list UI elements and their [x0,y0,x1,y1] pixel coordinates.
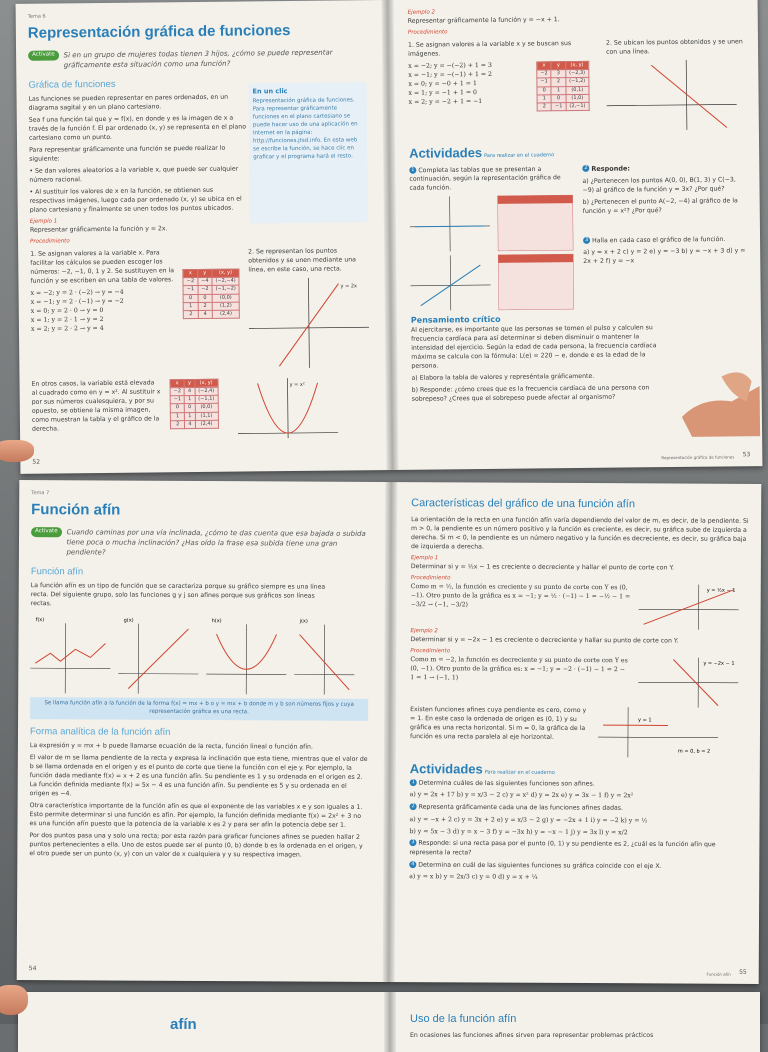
question-items: a) y = 2x + 17 b) y = x/3 − 2 c) y = x² d) y = 2x e) y = 3x − 1 f) y = 2x² [410,791,748,802]
table-cell: (2,−1) [566,103,589,111]
table-cell: 2 [551,78,565,86]
body-text: Existen funciones afines cuya pendiente es cero, como y = 1. En este caso la ordenada de origen es (0, 1) y su gráfica es una recta horizontal. Si m = 0, la gráfica de la función es una recta paralela al eje horizontal. [410,706,590,754]
table-cell: (−1,−2) [212,285,239,294]
page-55 [397,482,762,984]
question-bullet: 3 [409,840,416,847]
table-cell: −4 [198,277,212,285]
intro-question: Si en un grupo de mujeres todas tienen 3 hijos, ¿cómo se puede representar gráficamente esta situación como una función? [64,47,367,70]
table-row [170,412,218,421]
note-text: En otros casos, la variable está elevada al cuadrado como en y = x². Al sustituir x por sus números cualesquiera, y por su opuesto, se obtiene la misma imagen, como muestran la tabla y el gráfico de la derecha. [32,379,163,437]
example-solution: Como m = −2, la función es decreciente y su punto de corte con Y es (0, −1). Otro punto de la gráfica es: x = −1; y = −2 · (−1) − 1 = 2 − 1 = 1 → (−1, 1) [410,656,630,704]
equation-list [31,288,176,334]
activities-heading: Actividades [410,761,483,776]
table-cell: (0,0) [212,294,239,303]
question-bullet: 3 [583,237,590,244]
table-cell: −2 [170,388,184,396]
section-heading: Forma analítica de la función afín [30,725,368,741]
table-cell: 1 [185,396,195,404]
table-cell: −2 [183,278,197,286]
procedure-label: Procedimiento [408,26,746,38]
body-text: La orientación de la recta en una función afín varía dependiendo del valor de m, es decir, de la pendiente. Si m > 0, la pendiente es un número positivo y la función es creciente, es decir, su gráfica sube de izquierda a derecha. Si m < 0, la pendiente es un número negativo y la función es decreciente, es decir, su gráfica baja de izquierda a derecha. [411,516,749,554]
table-row [537,94,589,103]
page-57-partial [398,992,760,1052]
table-row [170,420,218,429]
question-items: a) y = x + 2 c) y = 2 e) y = −3 b) y = −x + 3 d) y = 2x + 2 f) y = −x [583,247,748,267]
equation-line: x = 0; y = 2 · 0 → y = 0 [31,306,175,316]
page-54 [17,480,382,982]
table-cell: −1 [552,103,566,111]
step-text: 1. Se asignan valores a la variable x y se buscan sus imágenes. [408,40,598,60]
procedure-label: Procedimiento [30,236,250,246]
activate-badge: Actívate [28,50,59,60]
svg-text:f(x): f(x) [36,617,45,623]
equation-line: x = −2; y = −(−2) + 1 = 3 [408,61,528,71]
page-title: afín [170,1014,368,1036]
table-row [537,70,589,79]
svg-text:m = 0, b = 2: m = 0, b = 2 [678,748,710,754]
table-cell: (−2,3) [566,70,589,78]
table-row [170,387,218,396]
footer-note: Función afín [706,972,730,978]
sidebox-heading: En un clic [252,86,362,97]
svg-text:g(x): g(x) [124,618,134,624]
table-row [183,277,239,286]
svg-text:h(x): h(x) [212,618,222,624]
page-number: 53 [743,452,751,461]
activity-graph-a [410,196,491,252]
graph-parabola [237,377,338,438]
table-cell: 0 [551,95,565,103]
table-cell: 2 [537,103,551,111]
table-cell: 2 [170,421,184,429]
body-text: En ocasiones las funciones afines sirven para representar problemas prácticos [410,1032,748,1041]
table-cell: −1 [170,396,184,404]
table-cell: 0 [185,404,195,412]
table-cell: 1 [185,412,195,420]
page-number: 55 [739,969,747,978]
graph-constant [598,707,718,758]
question-bullet: 4 [409,861,416,868]
critical-thinking-heading: Pensamiento crítico [411,312,661,326]
example-text: Determinar si y = ½x − 1 es creciente o decreciente y hallar el punto de corte con Y. [411,563,749,574]
page-number: 54 [29,965,37,974]
equation-line: x = 1; y = −1 + 1 = 0 [408,88,528,98]
graph-j [294,615,354,695]
table-cell: 0 [170,404,184,412]
question-bullet: 1 [410,779,417,786]
table-row [537,103,589,112]
question-text: Halla en cada caso el gráfico de la función. [592,236,725,244]
body-text: Para representar gráficamente una función se puede realizar lo siguiente: [29,144,249,164]
question-text: Completa las tablas que se presentan a continuación, según la representación gráfica de cada función. [409,166,560,192]
values-table [183,268,241,319]
body-text: Por dos puntos pasa una y solo una recta; por esta razón para graficar funciones afines se pueden hallar 2 puntos pertenecientes a ella. Uno de estos puede ser el punto (0, b) donde b es la ordenada en el origen, y el otro puede ser un punto (x, y) con un valor de x cualquiera y y su respectiva imagen. [29,832,367,861]
function-graphs-row [30,613,368,695]
activities-subheading: Para realizar en el cuaderno [484,152,554,159]
activities-heading: Actividades [409,145,482,161]
values-table [169,379,218,430]
table-header-cell: x [183,269,197,277]
equation-line: x = 1; y = 2 · 1 → y = 2 [31,315,175,325]
critical-thinking-text: Al ejercitarse, es importante que las personas se tomen el pulso y calculen su frecuencia cardíaca para así determinar si deben disminuir o mantener la intensidad del ejercicio. Según la edad de cada persona, la frecuencia cardíaca máxima se calcula con la fórmula: L(e) = 220 − e, donde e es la edad de la persona. [411,324,661,372]
table-cell: 0 [183,294,197,302]
equation-line: x = −1; y = −(−1) + 1 = 2 [408,70,528,80]
table-cell: −1 [537,78,551,86]
step-text: 2. Se representan los puntos obtenidos y se unen mediante una línea, en este caso, una recta. [248,247,368,275]
graph-example-1 [639,584,739,630]
table-header-cell: x [537,62,551,70]
page-title: Representación gráfica de funciones [28,19,366,44]
graph-g [118,614,198,694]
table-header-cell: (x, y) [212,269,239,278]
question-items: a) y = −x + 2 c) y = 3x + 2 e) y = x/3 − 2 g) y = −2x + 1 i) y = −2 k) y = ½ [410,816,748,827]
section-heading: Función afín [31,566,369,582]
table-cell: (1,2) [212,302,239,311]
book-spread-partial [18,992,760,1052]
table-cell: 4 [185,421,195,429]
table-cell: (0,0) [195,404,218,412]
page-title: Uso de la función afín [410,1012,748,1028]
table-header-cell: y [551,62,565,70]
table-cell: (−2,−4) [212,277,239,286]
photo-finger [0,985,28,1015]
question-text: Responde: si una recta pasa por el punto (0, 1) y su pendiente es 2, ¿cuál es la función afín que representa la recta? [409,840,715,856]
graph-label: y = x² [290,382,305,388]
body-text: Sea f una función tal que y = f(x), en donde y es la imagen de x a través de la función f. El par ordenado (x, y) se representa en el plano cartesiano como un punto. [29,114,249,143]
table-header-cell: x [170,379,184,387]
values-table [536,61,589,112]
svg-text:y = ½x − 1: y = ½x − 1 [707,586,736,593]
graph-label: y = 2x [341,283,358,289]
body-text: • Se dan valores aleatorios a la variable x, que puede ser cualquier número racional. [29,165,249,185]
graph-h [206,614,286,694]
table-cell: 1 [170,412,184,420]
table-header-cell: (x, y) [565,61,588,69]
activities-subheading: Para realizar en el cuaderno [485,769,555,775]
page-number: 52 [32,459,40,468]
table-row [183,294,239,303]
table-cell: (−2,4) [195,387,218,395]
activity-graph-b [410,255,491,311]
table-row [170,404,218,413]
table-cell: (2,4) [212,310,239,319]
body-text: El valor de m se llama pendiente de la recta y expresa la inclinación que esta tiene, mientras que el valor de b se llama ordenada en el origen y es el punto de corte que tiene la función con el eje y. Por ejemplo, la función dada mediante f(x) = x + 2 es una función afín. Su pendiente es 1 y su ordenada en el origen es 2. La función definida mediante f(x) = 5x − 4 es una función afín. Su pendiente es 5 y su ordenada en el origen es −4. [30,754,368,801]
question-text: Determina en cuál de las siguientes funciones su gráfica coincide con el eje X. [418,862,661,870]
body-text: La función afín es un tipo de función que se caracteriza porque su gráfico siempre es una línea recta. Del siguiente grupo, solo las funciones g y j son afines porque sus gráficos son líneas rectas. [31,582,331,611]
table-row [537,78,589,87]
svg-text:y = 1: y = 1 [638,717,652,723]
table-row [184,310,240,319]
example-text: Determinar si y = −2x − 1 es creciente o decreciente y hallar su punto de corte con Y. [410,636,748,647]
question-bullet: 1 [409,166,416,173]
step-text: 1. Se asignan valores a la variable x. Para facilitar los cálculos se pueden escoger los números: −2, −1, 0, 1 y 2. Se sustituyen en la función y se escriben en una tabla de valores. [30,249,175,286]
table-cell: −2 [537,70,551,78]
question-text: Determina cuáles de las siguientes funciones son afines. [419,779,595,787]
body-text: Otra característica importante de la función afín es que el exponente de las variables x e y son iguales a 1. Esto permite determinar si una función es afín. Por ejemplo, la función definida mediante f(x) = 2x² + 3 no es una función afín puesto que la potencia de la variable x es 2 y para ser afín la potencia debe ser 1. [29,802,367,831]
graph-neg-x-plus-1 [606,59,737,130]
sidebox-text: Representación gráfica de funciones. Para representar gráficamente funciones en el plano cartesiano se puede hacer uso de una aplicación en Internet en la página: http://funciones.jtsd.info. En esta web se escribe la función, se hace clic en graficar y el programa hará el resto. [253,98,364,163]
book-spread-top [16,0,763,474]
example-label: Ejemplo 2 [408,6,746,18]
question-bullet: 2 [582,165,589,172]
table-cell: 4 [184,388,194,396]
activity-table-a [498,195,574,251]
example-text: Representar gráficamente la función y = −x + 1. [408,14,746,27]
example-text: Representar gráficamente la función y = 2x. [30,224,250,235]
table-cell: 2 [198,302,212,310]
table-cell: −1 [183,286,197,294]
procedure-label: Procedimiento [411,575,749,585]
question-text: Responde: [591,164,630,172]
table-cell: 0 [198,294,212,302]
table-cell: 3 [551,70,565,78]
table-cell: 2 [184,311,198,319]
table-cell: 4 [198,310,212,318]
procedure-label: Procedimiento [410,648,748,658]
question-items: a) y = x b) y = 2x/3 c) y = 0 d) y = x + ¼ [409,874,747,885]
table-row [170,396,218,405]
table-header-cell: (x, y) [195,379,218,387]
body-text: La expresión y = mx + b puede llamarse ecuación de la recta, función lineal o función afín. [30,742,368,753]
critical-thinking-item: a) Elabora la tabla de valores y represéntala gráficamente. [411,372,661,384]
section-heading: Gráfica de funciones [28,77,248,93]
table-cell: (1,1) [195,412,218,420]
equation-line: x = 2; y = 2 · 2 → y = 4 [31,324,175,334]
activity-table-b [498,254,574,310]
book-gutter [383,482,398,982]
table-cell: −2 [198,286,212,294]
definition-box: Se llama función afín a la función de la forma f(x) = mx + b o y = mx + b donde m y b son números fijos y cuya representación gráfica es una recta. [30,697,368,721]
table-cell: (−1,2) [566,78,589,86]
question-text: Representa gráficamente cada una de las funciones afines dadas. [419,804,623,812]
table-cell: 0 [537,86,551,94]
equation-line: x = −2; y = 2 · (−2) → y = −4 [31,288,175,298]
question-item: b) ¿Pertenecen el punto A(−2, −4) al gráfico de la función y = x²? ¿Por qué? [583,197,748,217]
graph-f [30,613,110,693]
book-spread-bottom [17,480,762,984]
equation-line: x = 2; y = −2 + 1 = −1 [409,97,529,107]
activate-box [28,47,366,71]
critical-thinking-item: b) Responde: ¿cómo crees que es la frecuencia cardíaca de una persona con sobrepeso? ¿Crees que el sobrepeso puede afectar al organismo? [412,384,662,405]
table-cell: (−1,1) [195,396,218,404]
example-label: Ejemplo 1 [30,216,250,226]
table-header-cell: y [184,379,194,387]
photo-hand [671,356,762,437]
activate-box [31,527,369,559]
intro-question: Cuando caminas por una vía inclinada, ¿cómo te das cuenta que esa bajada o subida tiene poca o mucha inclinación? ¿Has oído la frase esa subida tiene una gran pendiente? [66,527,369,559]
equation-list [408,61,529,113]
unit-tag: Tema 6 [28,10,366,21]
page-52 [16,0,383,474]
table-row [183,302,239,311]
page-title: Función afín [31,499,369,523]
photo-finger [0,440,34,462]
activate-badge: Actívate [31,527,62,537]
question-items: b) y = 5x − 3 d) y = x − 3 f) y = −3x h) y = −x − 1 j) y = 3x l) y = x/2 [409,828,747,839]
table-cell: (2,4) [195,420,218,428]
table-cell: 1 [537,95,551,103]
page-title: Características del gráfico de una función afín [411,496,749,514]
svg-text:y = −2x − 1: y = −2x − 1 [703,660,734,666]
table-row [183,285,239,294]
example-label: Ejemplo 1 [411,555,749,565]
graph-y-equals-2x [248,277,369,368]
table-cell: (1,0) [566,94,589,102]
page-56-partial [18,992,380,1052]
example-solution: Como m = ½, la función es creciente y su punto de corte con Y es (0, −1). Otro punto de la gráfica es x = −1; y = ½ · (−1) − 1 = −½ − 1 = −3/2 → (−1, −3/2) [411,583,631,626]
unit-tag: Tema 7 [31,490,369,499]
graph-example-2 [638,657,738,708]
table-row [537,86,589,95]
table-cell: 1 [551,86,565,94]
example-label: Ejemplo 2 [411,628,749,638]
footer-note: Representación gráfica de funciones [661,455,734,462]
step-text: 2. Se ubican los puntos obtenidos y se unen con una línea. [606,38,746,57]
table-cell: (0,1) [566,86,589,94]
table-header-cell: y [198,269,212,277]
page-53 [396,0,763,470]
equation-line: x = 0; y = −0 + 1 = 1 [408,79,528,89]
table-cell: 1 [183,302,197,310]
body-text: • Al sustituir los valores de x en la función, se obtienen sus respectivas imágenes, luego cada par ordenado (x, y) se ubica en el plano cartesiano y finalmente se unen todos los puntos ubicados. [29,186,249,215]
body-text: Las funciones se pueden representar en pares ordenados, en un diagrama sagital y en un plano cartesiano. [29,94,249,114]
equation-line: x = −1; y = 2 · (−1) → y = −2 [31,297,175,307]
book-gutter [384,992,396,1052]
question-item: a) ¿Pertenecen los puntos A(0, 0), B(1, 3) y C(−3, −9) al gráfico de la función y = 3x? ¿Por qué? [582,176,747,196]
svg-text:j(x): j(x) [299,619,308,625]
click-sidebox [248,82,367,223]
question-bullet: 2 [410,803,417,810]
